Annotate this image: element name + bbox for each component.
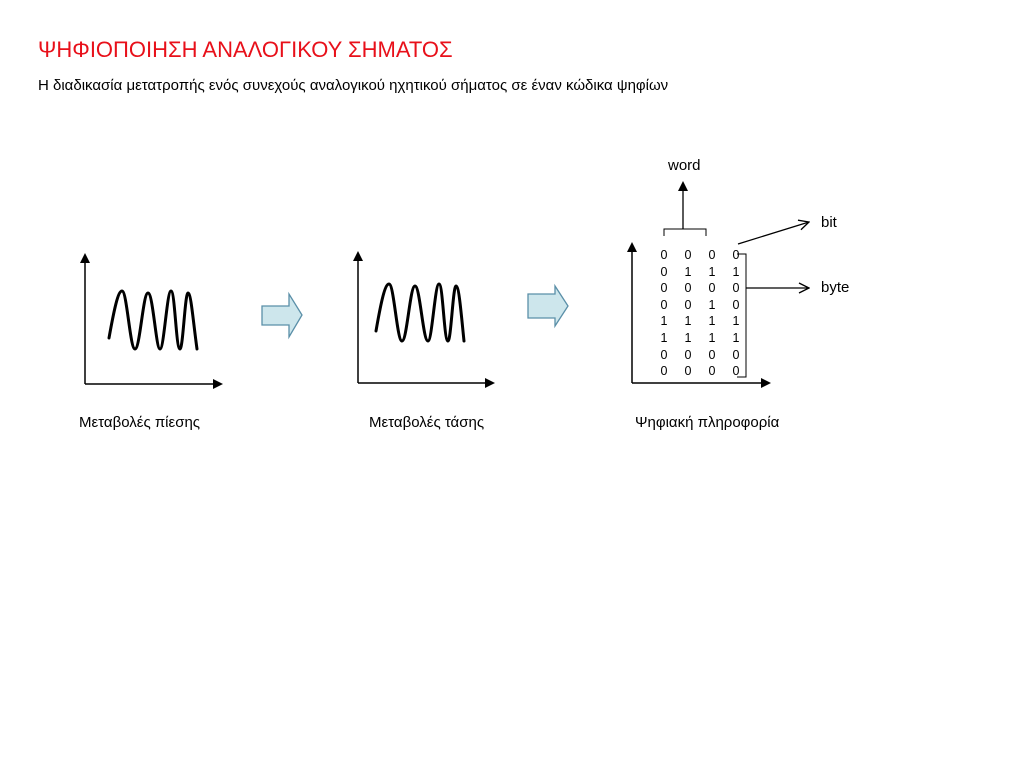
- bit-cell: 0: [660, 364, 668, 379]
- bit-cell: 1: [732, 314, 740, 329]
- bit-cell: 0: [660, 281, 668, 296]
- bit-cell: 1: [684, 264, 692, 279]
- bit-cell: 0: [732, 297, 740, 312]
- bit-cell: 0: [684, 297, 692, 312]
- bit-cell: 0: [708, 347, 716, 362]
- bit-cell: 0: [684, 364, 692, 379]
- bit-cell: 0: [660, 297, 668, 312]
- bit-matrix: [652, 247, 748, 380]
- bit-cell: 0: [732, 281, 740, 296]
- bit-cell: 0: [684, 281, 692, 296]
- bit-cell: 1: [684, 314, 692, 329]
- transition-arrow-1: [262, 294, 302, 337]
- bit-cell: 1: [708, 264, 716, 279]
- bit-arrow: [738, 222, 809, 244]
- bit-cell: 0: [684, 347, 692, 362]
- bit-cell: 1: [660, 330, 668, 345]
- caption-pressure: Μεταβολές πίεσης: [79, 414, 201, 431]
- bit-cell: 1: [708, 314, 716, 329]
- voltage-graph: [358, 256, 490, 383]
- bit-cell: 1: [708, 297, 716, 312]
- caption-digital: Ψηφιακή πληροφορία: [635, 414, 780, 431]
- caption-voltage: Μεταβολές τάσης: [369, 414, 485, 431]
- voltage-waveform: [376, 284, 464, 341]
- bit-cell: 0: [732, 248, 740, 262]
- bit-cell: 1: [708, 330, 716, 345]
- bit-cell: 0: [660, 248, 668, 262]
- bit-label: bit: [821, 214, 837, 231]
- slide-title: ΨΗΦΙΟΠΟΙΗΣΗ ΑΝΑΛΟΓΙΚΟΥ ΣΗΜΑΤΟΣ: [38, 37, 453, 62]
- bit-cell: 0: [732, 347, 740, 362]
- pressure-graph: [85, 258, 218, 384]
- bit-cell: 1: [732, 330, 740, 345]
- bit-cell: 0: [684, 248, 692, 262]
- bit-cell: 1: [660, 314, 668, 329]
- pressure-waveform: [109, 291, 197, 349]
- bit-cell: 0: [732, 364, 740, 379]
- slide-subtitle: Η διαδικασία μετατροπής ενός συνεχούς αναλογικού ηχητικού σήματος σε έναν κώδικα ψηφίων: [38, 77, 669, 94]
- byte-label: byte: [821, 279, 850, 296]
- bit-cell: 0: [708, 364, 716, 379]
- bit-cell: 0: [660, 264, 668, 279]
- bit-cell: 1: [732, 264, 740, 279]
- transition-arrow-2: [528, 286, 568, 326]
- bit-cell: 0: [708, 281, 716, 296]
- word-label: word: [668, 157, 701, 174]
- bit-cell: 0: [708, 248, 716, 262]
- word-bracket: [664, 229, 706, 236]
- bit-cell: 0: [660, 347, 668, 362]
- bit-cell: 1: [684, 330, 692, 345]
